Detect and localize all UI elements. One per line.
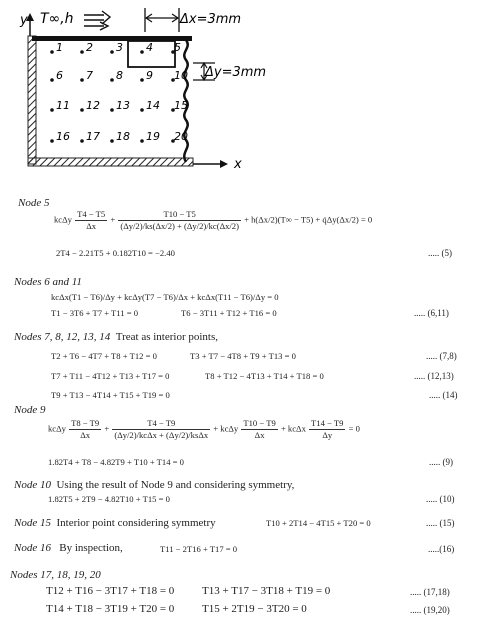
x-axis-arrowhead [220, 160, 228, 168]
node16-ref: .....(16) [428, 544, 455, 554]
node8-result: T3 + T7 − 4T8 + T9 + T13 = 0 [190, 351, 296, 361]
node13-result: T8 + T12 − 4T13 + T14 + T18 = 0 [205, 371, 324, 381]
node-18-label: 18 [116, 130, 130, 143]
node11-result: T6 − 3T11 + T12 + T16 = 0 [181, 308, 277, 318]
node-16-dot [50, 139, 54, 143]
node-15-label: 15 [174, 99, 188, 112]
node-11-dot [50, 108, 54, 112]
node15-ref: ..... (15) [426, 518, 455, 528]
node-5-label: 5 [174, 41, 181, 54]
node17-20-heading: Nodes 17, 18, 19, 20 [10, 569, 101, 581]
dx-arrow-icon [146, 14, 178, 22]
node10-result: 1.82T5 + 2T9 − 4.82T10 + T15 = 0 [48, 494, 170, 504]
node-3-label: 3 [116, 41, 123, 54]
node-20-label: 20 [174, 130, 188, 143]
node6-11-ref: ..... (6,11) [414, 308, 449, 318]
node-1-label: 1 [56, 41, 63, 54]
node9-heading: Node 9 [14, 404, 46, 416]
grid-figure [0, 0, 483, 190]
node17-result: T12 + T16 − 3T17 + T18 = 0 [46, 585, 175, 597]
node18-result: T13 + T17 − 3T18 + T19 = 0 [202, 585, 331, 597]
node5-equation: kcΔy $\frac{T4 - T5}{\Delta x}$ + $\frac{T10 - T5}{(\Delta y/2)/ks(\Delta x/2) + (\Delta y/2)/kc(\Delta x/2)}$ + h(Δx/2)(T∞ − T5) + q̇Δy(Δx/2) = 0 [54, 209, 373, 231]
node-19-dot [140, 139, 144, 143]
node-13-dot [110, 108, 114, 112]
node9-result: 1.82T4 + T8 − 4.82T9 + T10 + T14 = 0 [48, 457, 184, 467]
node20-result: T15 + 2T19 − 3T20 = 0 [202, 603, 307, 615]
node-2-dot [80, 50, 84, 54]
node-8-label: 8 [116, 69, 123, 82]
node19-20-ref: ..... (19,20) [410, 605, 450, 615]
x-axis-label: x [234, 157, 242, 172]
node9-ref: ..... (9) [429, 457, 453, 467]
node12-13-ref: ..... (12,13) [414, 371, 454, 381]
node-6-label: 6 [56, 69, 63, 82]
node17-18-ref: ..... (17,18) [410, 587, 450, 597]
node-1-dot [50, 50, 54, 54]
node14-ref: ..... (14) [429, 390, 458, 400]
node-2-label: 2 [86, 41, 93, 54]
node-18-dot [110, 139, 114, 143]
node-4-label: 4 [146, 41, 153, 54]
node5-kc: kcΔy [54, 214, 72, 225]
node16-heading: Node 16 By inspection, [14, 542, 123, 554]
node-12-dot [80, 108, 84, 112]
node-13-label: 13 [116, 99, 130, 112]
node5-heading: Node 5 [18, 197, 50, 209]
dx-label: Δx=3mm [180, 12, 242, 27]
node14-result: T9 + T13 − 4T14 + T15 + T19 = 0 [51, 390, 170, 400]
node-11-label: 11 [56, 99, 70, 112]
node-9-label: 9 [146, 69, 153, 82]
node9-equation: kcΔy $\frac{T8 - T9}{\Delta x}$ + $\frac{T4 - T9}{\text{(Δy/2)/kcΔx + (Δy/2)/ksΔx}}$ + kcΔy $\frac{T10 - T9}{\Delta x}$ + kcΔx $\frac{T14 - T9}{\Delta y}$ = 0 [48, 418, 360, 440]
node15-result: T10 + 2T14 − 4T15 + T20 = 0 [266, 518, 371, 528]
dy-label: Δy=3mm [205, 65, 267, 80]
node5-tail: + h(Δx/2)(T∞ − T5) + q̇Δy(Δx/2) = 0 [244, 214, 373, 225]
node-16-label: 16 [56, 130, 70, 143]
node-14-label: 14 [146, 99, 160, 112]
node-19-label: 19 [146, 130, 160, 143]
node-4-dot [140, 50, 144, 54]
y-axis-label: y [20, 13, 28, 28]
node-17-dot [80, 139, 84, 143]
node5-ref: ..... (5) [428, 248, 452, 258]
node6-result: T1 − 3T6 + T7 + T11 = 0 [51, 308, 139, 318]
node-10-label: 10 [174, 69, 188, 82]
node-7-dot [80, 78, 84, 82]
node5-result: 2T4 − 2.21T5 + 0.182T10 = −2.40 [56, 248, 175, 258]
bottom-wall [28, 158, 193, 166]
node-12-label: 12 [86, 99, 100, 112]
node-14-dot [140, 108, 144, 112]
node6-11-equation: kcΔx(T1 − T6)/Δy + kcΔy(T7 − T6)/Δx + kcΔx(T11 − T6)/Δy = 0 [51, 292, 279, 302]
node-3-dot [110, 50, 114, 54]
nodes-layer [50, 41, 188, 143]
left-wall [28, 36, 36, 164]
node5-frac2: $\frac{T10 - T5}{(\Delta y/2)/ks(\Delta x/2) + (\Delta y/2)/kc(\Delta x/2)}$ [120, 209, 239, 231]
interior-heading: Nodes 7, 8, 12, 13, 14 Treat as interior points, [14, 331, 218, 343]
node16-result: T11 − 2T16 + T17 = 0 [160, 544, 238, 554]
node-7-label: 7 [86, 69, 93, 82]
node7-8-ref: ..... (7,8) [426, 351, 457, 361]
node10-heading: Node 10 Using the result of Node 9 and considering symmetry, [14, 479, 295, 491]
node7-result: T2 + T6 − 4T7 + T8 + T12 = 0 [51, 351, 157, 361]
node12-result: T7 + T11 − 4T12 + T13 + T17 = 0 [51, 371, 170, 381]
node-8-dot [110, 78, 114, 82]
node15-heading: Node 15 Interior point considering symmetry [14, 517, 216, 529]
ambient-label: T∞,h [40, 11, 74, 27]
node-9-dot [140, 78, 144, 82]
node-17-label: 17 [86, 130, 100, 143]
node19-result: T14 + T18 − 3T19 + T20 = 0 [46, 603, 175, 615]
node5-frac1: $\frac{T4 - T5}{\Delta x}$ [77, 209, 106, 231]
node10-ref: ..... (10) [426, 494, 455, 504]
node6-11-heading: Nodes 6 and 11 [14, 276, 82, 288]
node-6-dot [50, 78, 54, 82]
convection-arrow-icon [84, 11, 110, 30]
